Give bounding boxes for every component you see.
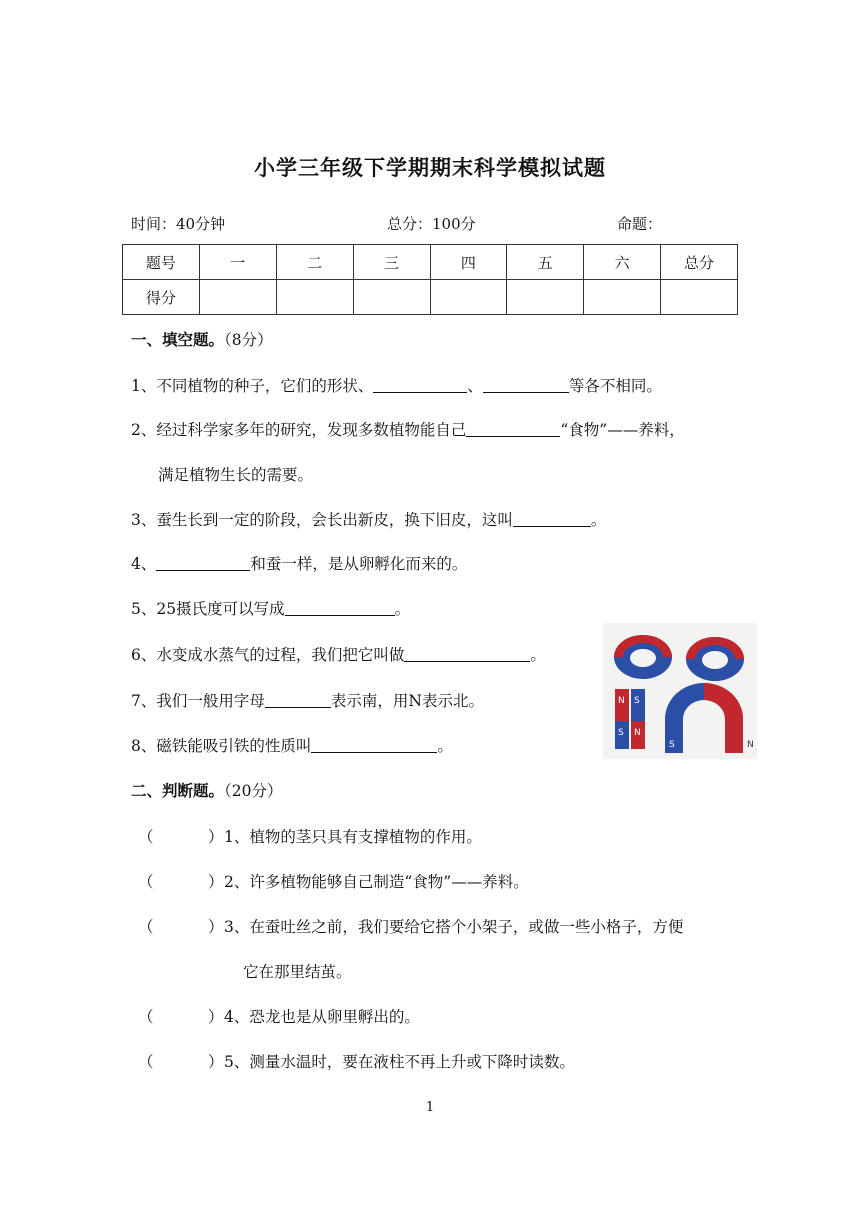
score-cell[interactable] bbox=[430, 280, 507, 315]
magnet-label: N bbox=[618, 696, 625, 706]
question-text: 等各不相同。 bbox=[568, 377, 662, 395]
fill-question-1 bbox=[131, 374, 662, 396]
score-cell[interactable] bbox=[199, 280, 276, 315]
question-text: “食物”——养料， bbox=[560, 421, 685, 439]
answer-blank[interactable] bbox=[265, 691, 331, 708]
question-text: 表示南，用N表示北。 bbox=[330, 692, 484, 710]
score-table bbox=[122, 244, 738, 315]
score-table-header-row bbox=[123, 245, 738, 280]
answer-paren-left[interactable]: （ bbox=[138, 873, 154, 891]
question-text: 6、水变成水蒸气的过程，我们把它叫做 bbox=[131, 646, 405, 664]
answer-blank[interactable] bbox=[156, 554, 250, 571]
answer-paren-right[interactable]: ） bbox=[208, 873, 224, 891]
answer-blank[interactable] bbox=[466, 420, 560, 437]
magnet-label: N bbox=[634, 728, 641, 738]
table-header-cell: 二 bbox=[276, 245, 353, 280]
answer-paren-right[interactable]: ） bbox=[208, 1008, 224, 1026]
question-text: 5、25摄氏度可以写成 bbox=[131, 600, 285, 618]
table-header-cell: 四 bbox=[430, 245, 507, 280]
magnet-label: S bbox=[634, 696, 640, 706]
answer-paren-right[interactable]: ） bbox=[208, 828, 224, 846]
question-text: 2、经过科学家多年的研究，发现多数植物能自己 bbox=[131, 421, 467, 439]
question-text: 3、蚕生长到一定的阶段，会长出新皮，换下旧皮，这叫 bbox=[131, 511, 513, 529]
judge-question-5 bbox=[138, 1050, 738, 1072]
score-cell[interactable] bbox=[276, 280, 353, 315]
question-text: 2、许多植物能够自己制造“食物”——养料。 bbox=[224, 873, 529, 891]
question-text: 1、不同植物的种子，它们的形状、 bbox=[131, 377, 374, 395]
table-header-cell: 五 bbox=[507, 245, 584, 280]
section-2-heading bbox=[131, 779, 283, 801]
score-cell[interactable] bbox=[661, 280, 738, 315]
answer-blank[interactable] bbox=[285, 599, 395, 616]
question-text: 7、我们一般用字母 bbox=[131, 692, 265, 710]
answer-paren-right[interactable]: ） bbox=[208, 1053, 224, 1071]
question-text: 1、植物的茎只具有支撑植物的作用。 bbox=[224, 828, 482, 846]
answer-blank[interactable] bbox=[311, 736, 437, 753]
score-table-score-row bbox=[123, 280, 738, 315]
section-title: 一、填空题。 bbox=[131, 330, 225, 349]
judge-question-2 bbox=[138, 870, 738, 892]
page-number: 1 bbox=[425, 1100, 435, 1115]
answer-paren-left[interactable]: （ bbox=[138, 1008, 154, 1026]
answer-blank[interactable] bbox=[483, 376, 569, 393]
judge-question-4 bbox=[138, 1005, 738, 1027]
table-header-cell: 六 bbox=[584, 245, 661, 280]
question-text: 8、磁铁能吸引铁的性质叫 bbox=[131, 737, 312, 755]
magnet-label: S bbox=[669, 740, 675, 750]
question-text: 3、在蚕吐丝之前，我们要给它搭个小架子，或做一些小格子，方便 bbox=[224, 918, 684, 936]
answer-blank[interactable] bbox=[373, 376, 467, 393]
answer-blank[interactable] bbox=[513, 510, 591, 527]
magnet-label: N bbox=[747, 740, 754, 750]
table-header-cell: 题号 bbox=[123, 245, 200, 280]
table-row-label: 得分 bbox=[123, 280, 200, 315]
question-text: 5、测量水温时，要在液柱不再上升或下降时读数。 bbox=[224, 1053, 575, 1071]
judge-question-3-continued: 它在那里结茧。 bbox=[243, 963, 352, 981]
fill-question-4 bbox=[131, 552, 467, 574]
section-points: （20分） bbox=[224, 782, 283, 800]
score-cell[interactable] bbox=[353, 280, 430, 315]
fill-question-5 bbox=[131, 597, 410, 619]
magnet-label: S bbox=[618, 728, 624, 738]
question-text: 4、恐龙也是从卵里孵出的。 bbox=[224, 1008, 420, 1026]
section-title: 二、判断题。 bbox=[131, 781, 225, 800]
answer-paren-left[interactable]: （ bbox=[138, 1053, 154, 1071]
question-text: 和蚕一样，是从卵孵化而来的。 bbox=[250, 555, 468, 573]
fill-question-6 bbox=[131, 643, 546, 665]
answer-blank[interactable] bbox=[404, 645, 530, 662]
score-cell[interactable] bbox=[584, 280, 661, 315]
section-points: （8分） bbox=[224, 331, 273, 349]
table-header-cell: 一 bbox=[199, 245, 276, 280]
answer-paren-right[interactable]: ） bbox=[208, 918, 224, 936]
question-text: 。 bbox=[530, 646, 546, 664]
score-cell[interactable] bbox=[507, 280, 584, 315]
fill-question-2-continued: 满足植物生长的需要。 bbox=[158, 466, 314, 484]
ring-magnet-right bbox=[686, 637, 744, 681]
page-title: 小学三年级下学期期末科学模拟试题 bbox=[254, 155, 606, 180]
fill-question-8 bbox=[131, 734, 453, 756]
judge-question-1 bbox=[138, 825, 738, 847]
question-text: 。 bbox=[590, 511, 607, 529]
question-text: 。 bbox=[394, 600, 411, 618]
question-text: 4、 bbox=[131, 555, 157, 573]
answer-paren-left[interactable]: （ bbox=[138, 918, 154, 936]
fill-question-3 bbox=[131, 508, 606, 530]
time-label: 时间：40分钟 bbox=[131, 215, 226, 233]
table-header-cell: 总分 bbox=[661, 245, 738, 280]
question-text: 、 bbox=[467, 377, 483, 395]
fill-question-7 bbox=[131, 689, 484, 711]
section-1-heading bbox=[131, 328, 273, 350]
fill-question-2 bbox=[131, 418, 685, 440]
author-label: 命题： bbox=[617, 215, 663, 233]
answer-paren-left[interactable]: （ bbox=[138, 828, 154, 846]
total-score-label: 总分：100分 bbox=[387, 215, 476, 233]
judge-question-3 bbox=[138, 915, 738, 937]
table-header-cell: 三 bbox=[353, 245, 430, 280]
magnets-image bbox=[603, 623, 757, 759]
ring-magnet-left bbox=[614, 635, 672, 679]
question-text: 。 bbox=[437, 737, 453, 755]
